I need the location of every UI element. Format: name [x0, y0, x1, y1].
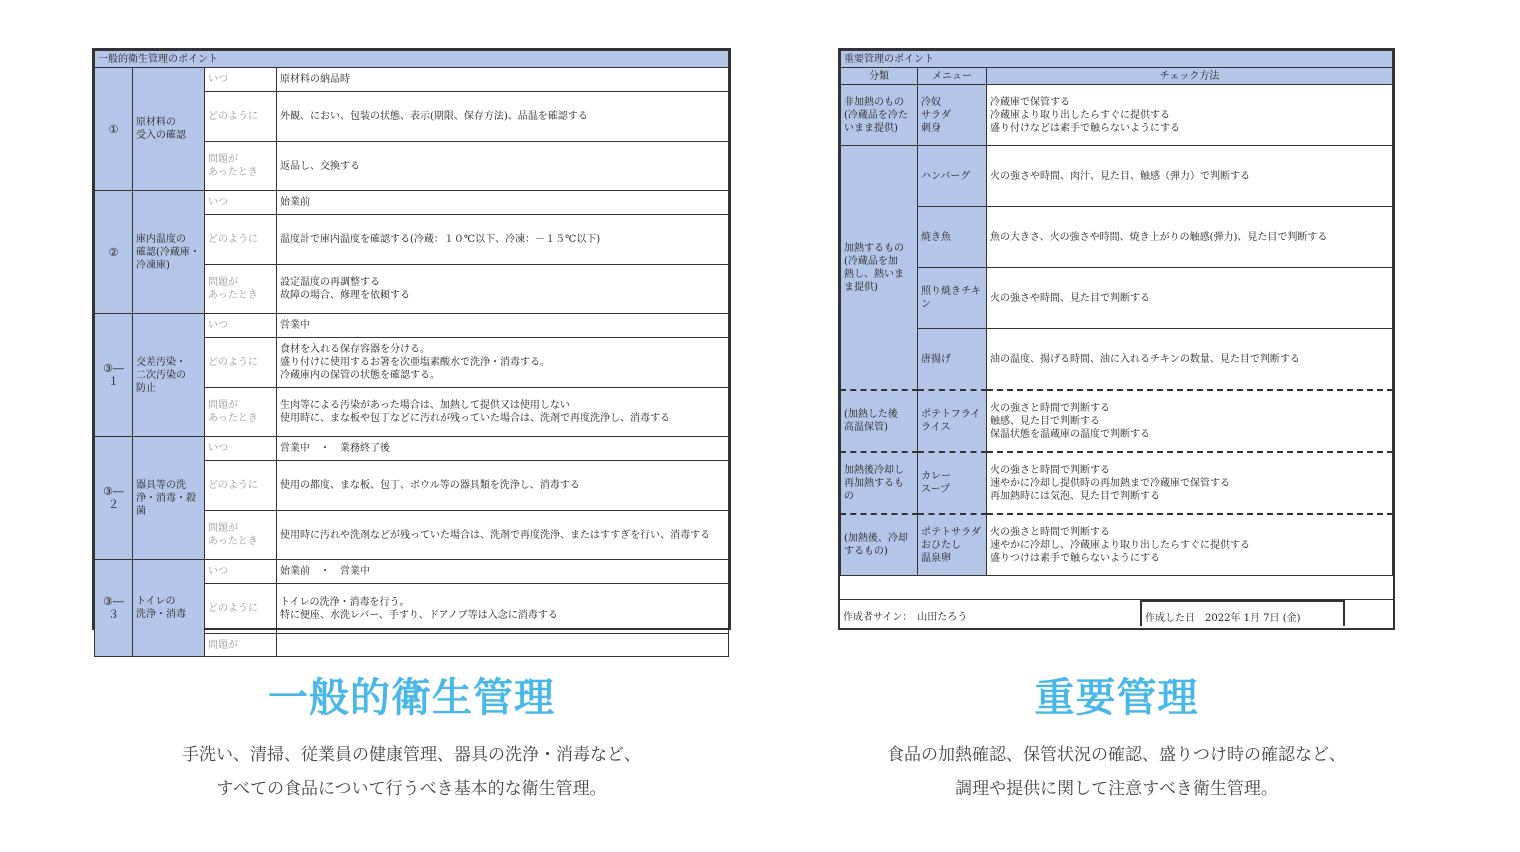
category-cell: 加熱後冷却し 再加熱するも の — [841, 452, 918, 514]
signer-label: 作成者サイン： 山田たろう — [843, 612, 968, 623]
when-label: いつ — [205, 314, 277, 338]
description-line: 調理や提供に関して注意すべき衛生管理。 — [955, 779, 1278, 799]
description-line: すべての食品について行うべき基本的な衛生管理。 — [216, 779, 607, 799]
section-number: ③―２ — [95, 437, 133, 560]
table-row — [95, 314, 729, 338]
problem-value: 設定温度の再調整する 故障の場合、修理を依頼する — [277, 265, 729, 314]
problem-value: 使用時に汚れや洗剤などが残っていた場合は、洗剤で再度洗浄、またはすすぎを行い、消毒する — [277, 511, 729, 560]
how-label: どのように — [205, 461, 277, 511]
check-cell: 火の強さと時間で判断する 速やかに冷却し、冷蔵庫より取り出したらすぐに提供する 盛りつけは素手で触らないようにする — [987, 514, 1393, 576]
how-label: どのように — [205, 215, 277, 265]
table-row — [95, 191, 729, 215]
critical-control-description — [838, 738, 1395, 806]
critical-control-sheet — [838, 48, 1395, 630]
problem-value — [277, 634, 729, 657]
menu-cell: 冷奴 サラダ 刺身 — [918, 85, 987, 146]
table-row — [841, 207, 1393, 268]
check-cell: 火の強さや時間、肉汁、見た目、触感（弾力）で判断する — [987, 146, 1393, 207]
how-value: 食材を入れる保存容器を分ける。 盛り付けに使用するお箸を次亜塩素酸水で洗浄・消毒する。 冷蔵庫内の保管の状態を確認する。 — [277, 338, 729, 388]
table-row — [841, 514, 1393, 576]
section-number: ① — [95, 68, 133, 191]
menu-cell: 焼き魚 — [918, 207, 987, 268]
table-row — [841, 268, 1393, 329]
check-cell: 火の強さと時間で判断する 触感、見た目で判断する 保温状態を温蔵庫の温度で判断する — [987, 390, 1393, 452]
when-value: 原材料の納品時 — [277, 68, 729, 92]
general-hygiene-sheet — [92, 48, 731, 651]
category-cell: (加熱後、冷却 するもの) — [841, 514, 918, 576]
when-label: いつ — [205, 68, 277, 92]
category-cell: (加熱した後 高温保管) — [841, 390, 918, 452]
check-cell: 火の強さや時間、見た目で判断する — [987, 268, 1393, 329]
section-number: ③―１ — [95, 314, 133, 437]
how-value: 使用の都度、まな板、包丁、ボウル等の器具類を洗浄し、消毒する — [277, 461, 729, 511]
problem-label: 問題が あったとき — [205, 265, 277, 314]
description-line: 食品の加熱確認、保管状況の確認、盛りつけ時の確認など、 — [887, 745, 1346, 765]
table-row — [95, 560, 729, 584]
general-hygiene-title: 一般的衛生管理 — [268, 675, 555, 721]
when-value: 営業中 ・ 業務終了後 — [277, 437, 729, 461]
section-name: 交差汚染・ 二次汚染の 防止 — [133, 314, 205, 437]
sheet-title: 重要管理のポイント — [841, 51, 1393, 68]
when-label: いつ — [205, 560, 277, 584]
description-line: 手洗い、清掃、従業員の健康管理、器具の洗浄・消毒など、 — [182, 745, 641, 765]
category-cell: 非加熱のもの (冷蔵品を冷た いまま提供) — [841, 85, 918, 146]
col-category-header: 分類 — [841, 68, 918, 85]
col-menu-header: メニュー — [918, 68, 987, 85]
when-label: いつ — [205, 437, 277, 461]
section-number: ② — [95, 191, 133, 314]
menu-cell: カレー スープ — [918, 452, 987, 514]
how-value: 温度計で庫内温度を確認する(冷蔵：１０℃以下、冷凍：－１５℃以下) — [277, 215, 729, 265]
table-row — [95, 437, 729, 461]
how-label: どのように — [205, 584, 277, 634]
when-label: いつ — [205, 191, 277, 215]
table-row — [841, 146, 1393, 207]
critical-control-title: 重要管理 — [1034, 675, 1199, 721]
problem-label: 問題が あったとき — [205, 511, 277, 560]
problem-label: 問題が あったとき — [205, 142, 277, 191]
problem-value: 返品し、交換する — [277, 142, 729, 191]
menu-cell: ポテトサラダ おひたし 温泉卵 — [918, 514, 987, 576]
how-value: 外観、におい、包装の状態、表示(期限、保存方法)、品温を確認する — [277, 92, 729, 142]
menu-cell: 唐揚げ — [918, 329, 987, 391]
section-name: 庫内温度の 確認(冷蔵庫・ 冷凍庫) — [133, 191, 205, 314]
table-row — [841, 85, 1393, 146]
sheet-title: 一般的衛生管理のポイント — [95, 51, 729, 68]
general-hygiene-description — [92, 738, 731, 806]
general-hygiene-table — [94, 50, 729, 657]
section-name: 器具等の洗 浄・消毒・殺 菌 — [133, 437, 205, 560]
menu-cell: ポテトフライ ライス — [918, 390, 987, 452]
check-cell: 油の温度、揚げる時間、油に入れるチキンの数量、見た目で判断する — [987, 329, 1393, 391]
check-cell: 魚の大きさ、火の強さや時間、焼き上がりの触感(弾力)、見た目で判断する — [987, 207, 1393, 268]
date-label: 作成した日 2022年 1月 7日 (金) — [1140, 600, 1345, 626]
check-cell: 冷蔵庫で保管する 冷蔵庫より取り出したらすぐに提供する 盛り付けなどは素手で触らないようにする — [987, 85, 1393, 146]
problem-value: 生肉等による汚染があった場合は、加熱して提供又は使用しない 使用時に、まな板や包丁などに汚れが残っていた場合は、洗剤で再度洗浄し、消毒する — [277, 388, 729, 437]
table-row — [841, 390, 1393, 452]
col-check-header: チェック方法 — [987, 68, 1393, 85]
how-value: トイレの洗浄・消毒を行う。 特に便座、水洗レバー、手すり、ドアノブ等は入念に消毒する — [277, 584, 729, 634]
critical-control-table — [840, 50, 1393, 576]
when-value: 始業前 ・ 営業中 — [277, 560, 729, 584]
check-cell: 火の強さと時間で判断する 速やかに冷却し提供時の再加熱まで冷蔵庫で保管する 再加熱時には気泡、見た目で判断する — [987, 452, 1393, 514]
when-value: 始業前 — [277, 191, 729, 215]
table-row — [95, 68, 729, 92]
table-row — [841, 452, 1393, 514]
table-row — [841, 329, 1393, 391]
section-name: 原材料の 受入の確認 — [133, 68, 205, 191]
problem-label: 問題が あったとき — [205, 388, 277, 437]
problem-label: 問題が — [205, 634, 277, 657]
category-cell: 加熱するもの (冷蔵品を加 熱し、熱いま ま提供) — [841, 146, 918, 391]
section-number: ③―３ — [95, 560, 133, 657]
sheet-footer — [840, 599, 1393, 628]
menu-cell: ハンバーグ — [918, 146, 987, 207]
menu-cell: 照り焼きチキン — [918, 268, 987, 329]
when-value: 営業中 — [277, 314, 729, 338]
how-label: どのように — [205, 338, 277, 388]
how-label: どのように — [205, 92, 277, 142]
section-name: トイレの 洗浄・消毒 — [133, 560, 205, 657]
